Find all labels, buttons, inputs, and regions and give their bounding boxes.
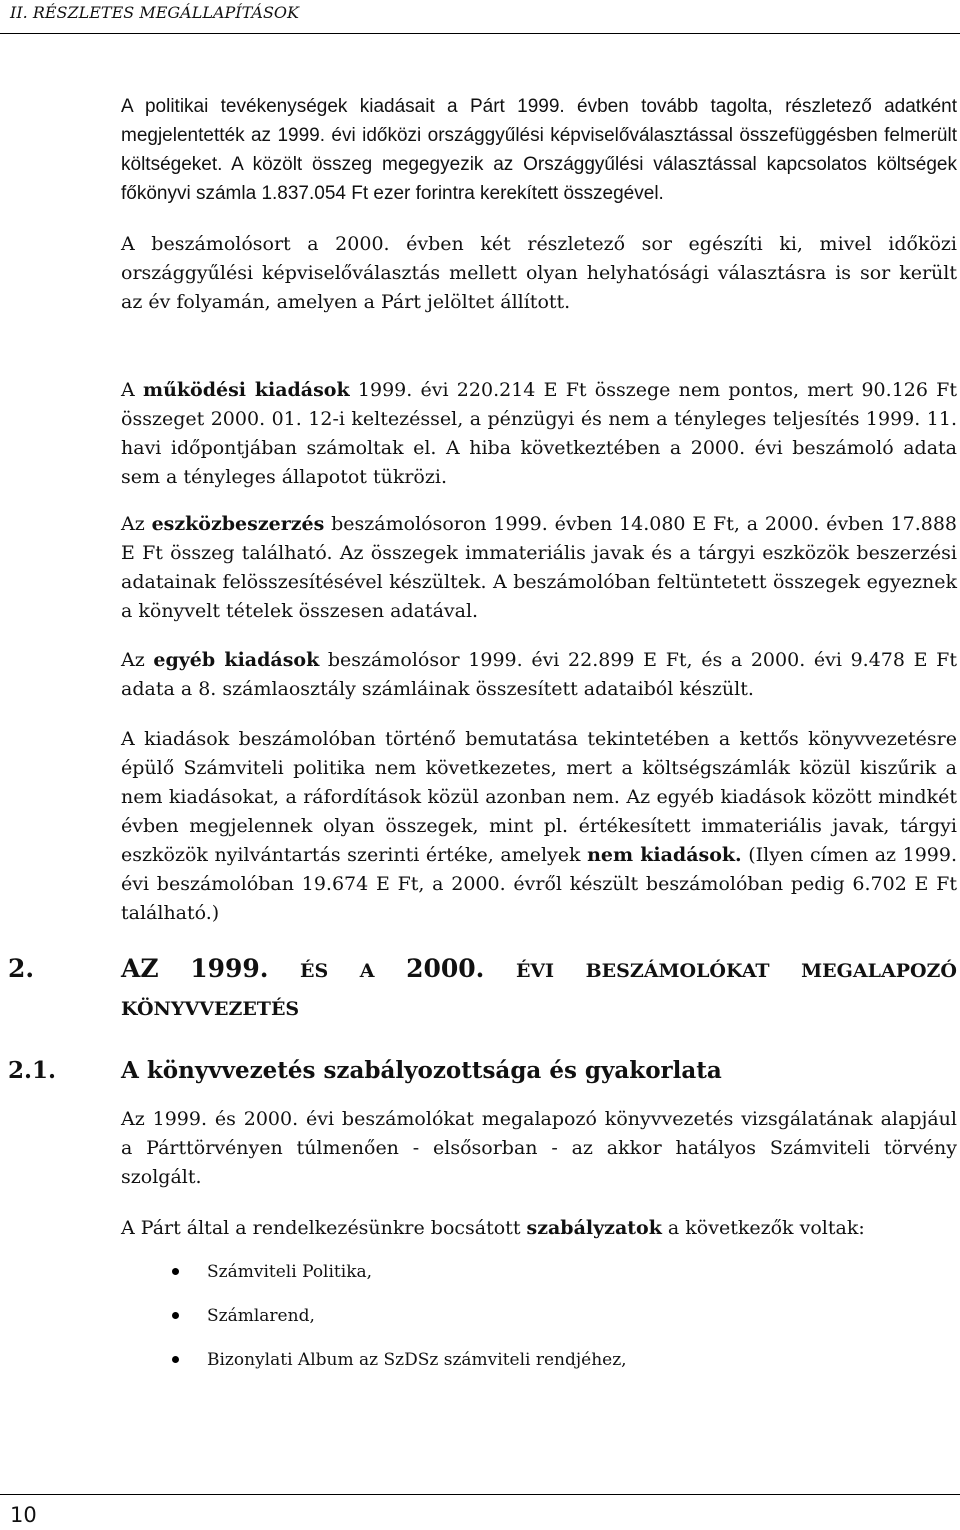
bullet-icon: [172, 1312, 179, 1319]
paragraph-bookkeeping-basis: Az 1999. és 2000. évi beszámolókat megalapozó könyvvezetés vizsgálatának alapjául a Párttörvényen túlmenően - elsősorban - az akkor hatályos Számviteli törvény szolgált.: [121, 1108, 957, 1188]
paragraph-asset-acquisition: Az eszközbeszerzés beszámolósoron 1999. évben 14.080 E Ft, a 2000. évben 17.888 E Ft összeg található. Az összegek immateriális javak és a tárgyi eszközök beszerzési adatainak felösszesítésével készültek. A beszámolóban feltüntetett összegek egyeznek a könyvelt tételek összesen adatával.: [121, 513, 957, 622]
list-item: Számlarend,: [172, 1302, 627, 1346]
regulations-list: [172, 1258, 627, 1390]
list-item: Bizonylati Album az SzDSz számviteli rendjéhez,: [172, 1346, 627, 1390]
term-other-expenses: egyéb kiadások: [153, 649, 320, 671]
paragraph-expense-presentation: A kiadások beszámolóban történő bemutatása tekintetében a kettős könyvvezetésre épülő Számviteli politika nem következetes, mert a költségszámlák közül kiszűrik a nem kiadásokat, a ráfordítások közül azonban nem. Az egyéb kiadások között mindkét évben megjelennek olyan összegek, mint pl. értékesített immateriális javak, tárgyi eszközök nyilvántartás szerinti értéke, amelyek nem kiadások. (Ilyen címen az 1999. évi beszámolóban 19.674 E Ft, a 2000. évről készült beszámolóban pedig 6.702 E Ft található.): [121, 728, 957, 924]
section-title-line-2: KÖNYVVEZETÉS: [121, 998, 300, 1020]
paragraph-report-rows: A beszámolósort a 2000. évben két részletező sor egészíti ki, mivel időközi országgyűlési képviselőválasztás mellett olyan helyhatósági választásra is sor került az év folyamán, amelyen a Párt jelöltet állított.: [121, 233, 957, 313]
subsection-number: 2.1.: [8, 1057, 57, 1084]
term-not-expenses: nem kiadások.: [587, 844, 742, 866]
running-header: II. RÉSZLETES MEGÁLLAPÍTÁSOK: [10, 3, 299, 22]
subsection-title: A könyvvezetés szabályozottsága és gyakorlata: [121, 1057, 722, 1084]
paragraph-regulations-intro: A Párt által a rendelkezésünkre bocsátott szabályzatok a következők voltak:: [121, 1217, 865, 1239]
section-title-line-1: AZ 1999. ÉS A 2000. ÉVI BESZÁMOLÓKAT MEGALAPOZÓ: [121, 954, 957, 983]
term-regulations: szabályzatok: [526, 1217, 662, 1239]
paragraph-political-expenses: A politikai tevékenységek kiadásait a Párt 1999. évben tovább tagolta, részletező adatként megjelentették az 1999. évi időközi országgyűlési képviselőválasztással összefüggésben felmerült költségeket. A közölt összeg megegyezik az Országgyűlési választással kapcsolatos költségek főkönyvi számla 1.837.054 Ft ezer forintra kerekített összegével.: [121, 96, 957, 204]
bullet-icon: [172, 1268, 179, 1275]
header-divider: [0, 33, 960, 34]
section-number: 2.: [8, 954, 35, 983]
footer-divider: [0, 1494, 960, 1495]
page-number: 10: [10, 1503, 37, 1527]
paragraph-other-expenses: Az egyéb kiadások beszámolósor 1999. évi 22.899 E Ft, és a 2000. évi 9.478 E Ft adata a 8. számlaosztály számláinak összesített adataiból készült.: [121, 649, 957, 700]
list-item: Számviteli Politika,: [172, 1258, 627, 1302]
bullet-icon: [172, 1356, 179, 1363]
term-asset-acquisition: eszközbeszerzés: [151, 513, 325, 535]
paragraph-operating-expenses: A működési kiadások 1999. évi 220.214 E Ft összege nem pontos, mert 90.126 Ft összeget 2000. 01. 12-i keltezéssel, a pénzügyi és nem a tényleges teljesítés 1999. 11. havi időpontjában számoltak el. A hiba következtében a 2000. évi beszámoló adata sem a tényleges állapotot tükrözi.: [121, 379, 958, 488]
term-operating-expenses: működési kiadások: [142, 379, 350, 401]
